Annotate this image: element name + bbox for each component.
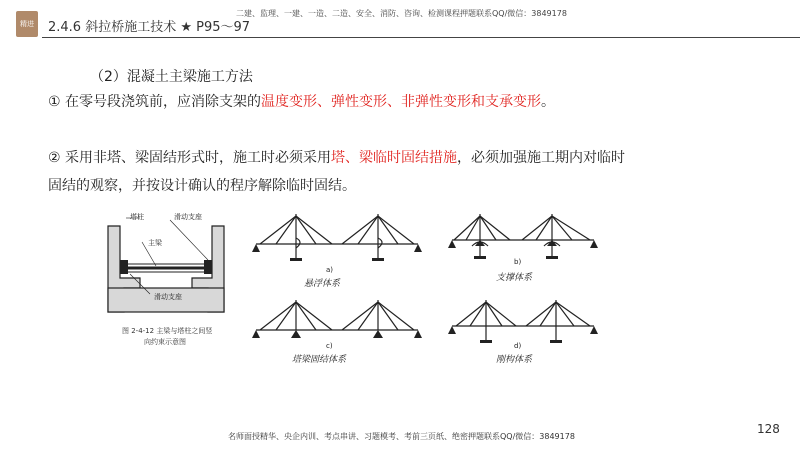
diagram-a-caption: 悬浮体系: [304, 279, 341, 289]
diagram-d-caption: 刚构体系: [496, 355, 533, 365]
label-beam: 主梁: [148, 239, 162, 247]
paragraph-1: [48, 88, 628, 116]
header-divider: [42, 37, 800, 38]
diagram-rigid-frame: [448, 296, 598, 346]
caption-line-2: 向约束示意图: [144, 338, 186, 346]
para1-highlight: 温度变形、弹性变形、非弹性变形和支承变形: [261, 94, 542, 110]
diagram-b-letter: b): [514, 258, 522, 266]
label-bearing-top: 滑动支座: [174, 213, 202, 221]
para2-suffix: ，必须加强施工期内对临时固结的观察，并按设计确认的程序解除临时固结。: [48, 150, 625, 194]
figure-left-caption: [122, 326, 212, 348]
logo: 精进: [16, 11, 38, 37]
para1-prefix: ① 在零号段浇筑前，应消除支架的: [48, 94, 262, 110]
diagram-c-caption: 塔梁固结体系: [292, 355, 347, 365]
diagram-d-letter: d): [514, 342, 522, 350]
para2-prefix: ② 采用非塔、梁固结形式时，施工时必须采用: [48, 150, 331, 166]
para1-suffix: 。: [541, 94, 556, 110]
footer-notice: 名师面授精华、央企内训、考点串讲、习题模考、考前三页纸、绝密押题联系QQ/微信：3849178: [228, 432, 575, 441]
diagram-tower-beam-consolidated: [252, 296, 422, 346]
figure-beam-tower-constraint: [100, 208, 232, 320]
paragraph-2: [48, 144, 628, 200]
diagram-supported-system: [448, 210, 598, 266]
label-bearing-bottom: 滑动支座: [154, 293, 182, 301]
header-notice: 二建、监理、一建、一造、二造、安全、消防、咨询、检测课程押题联系QQ/微信：3849178: [236, 9, 567, 18]
diagram-b-caption: 支撑体系: [496, 273, 533, 283]
label-tower: 塔柱: [130, 213, 144, 221]
caption-line-1: 图 2-4-12 主梁与塔柱之间竖: [122, 327, 213, 335]
diagram-a-letter: a): [326, 266, 334, 274]
para2-highlight: 塔、梁临时固结措施: [331, 150, 457, 166]
diagram-c-letter: c): [326, 342, 333, 350]
page-number: 128: [757, 422, 780, 436]
page-title: 2.4.6 斜拉桥施工技术 ★ P95～97: [48, 20, 251, 35]
section-title: （2）混凝土主梁施工方法: [90, 69, 253, 85]
diagram-floating-system: [252, 210, 422, 266]
